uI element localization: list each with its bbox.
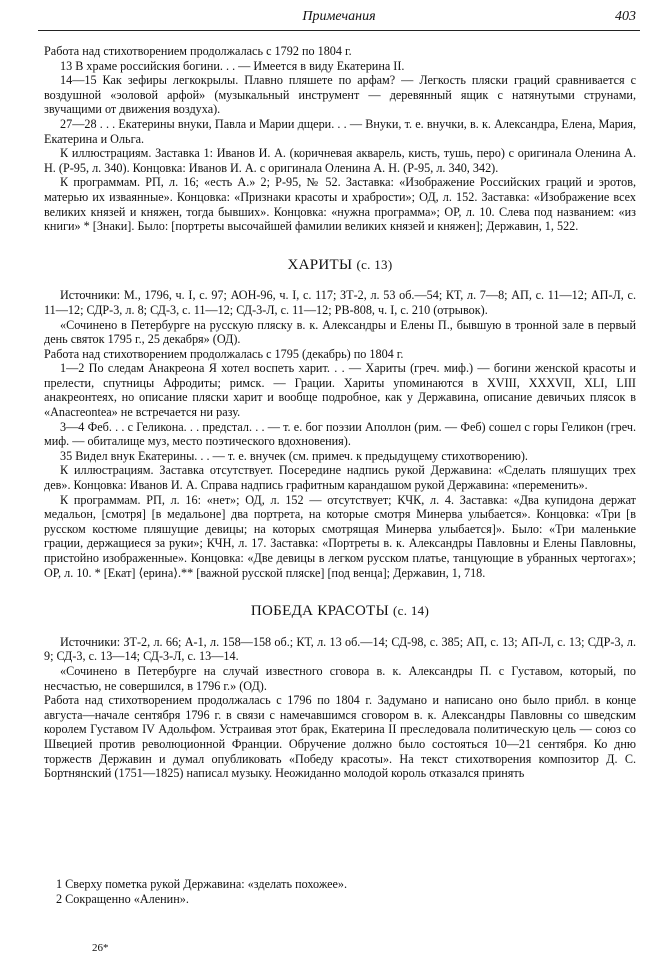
page-number: 403 (615, 9, 636, 24)
section-page-ref: (с. 13) (356, 256, 393, 272)
footnotes (56, 877, 628, 907)
header-title: Примечания (302, 9, 376, 24)
note-paragraph: 1—2 По следам Анакреона Я хотел воспеть харит. . . — Хариты (греч. миф.) — богини женской красоты и прелести, спутницы Афродиты; римск. — Грации. Хариты упоминаются в XVIII, XXXVII, XLI, LIII анакреонтеях, но описание пляски харит и вообще подробное, как у Державина, описание девичьих плясок в «Anacreontea» не встречается ни разу. (44, 361, 636, 420)
note-paragraph: 14—15 Как зефиры легкокрылы. Плавно пляшете по арфам? — Легкость пляски граций сравнивается с воздушной «эоловой арфой» (музыкальный инструмент — деревянный ящик с натянутыми струнами, звучащими от движения воздуха). (44, 73, 636, 117)
section-page-ref: (с. 14) (393, 603, 430, 619)
sources-paragraph: Источники: М., 1796, ч. I, с. 97; АОН-96, ч. I, с. 117; ЗТ-2, л. 53 об.—54; КТ, л. 7—8; АП, с. 11—12; АП-Л, с. 11—12; СДР-3, л. 8; СД-3, с. 11—12; СД-3-Л, с. 11—12; РВ-808, ч. I, с. 210 (отрывок). (44, 288, 636, 317)
main-text (44, 44, 636, 781)
section-title: ПОБЕДА КРАСОТЫ (250, 603, 389, 620)
paragraph: «Сочинено в Петербурге на случай известного сговора в. к. Александры П. с Густавом, который, по несчастью, не совершился, в 1796 г.» (ОД). (44, 663, 636, 693)
sources-paragraph: Источники: ЗТ-2, л. 66; А-1, л. 158—158 об.; КТ, л. 13 об.—14; СД-98, с. 385; АП, с. 13; АП-Л, с. 13; СДР-3, л. 9; СД-3, с. 13—14; СД-3-Л, с. 13—14. (44, 634, 636, 664)
note-paragraph: 35 Видел внук Екатерины. . . — т. е. внучек (см. примеч. к предыдущему стихотворению). (60, 448, 528, 463)
paragraph: Работа над стихотворением продолжалась с 1796 по 1804 г. Задумано и написано оно было прибл. в конце августа—начале сентября 1796 г. в связи с намечавшимся сговором в. к. Александры Павловны со шведским королем Густавом IV Адольфом. Устраивая этот брак, Екатерина II преследовала политическую цель — союз со Швецией против революционной Франции. Обручение должно было состояться 10—21 сентября. Ко дню торжеств Державин и думал опубликовать «Победу красоты». На текст стихотворения композитор Д. С. Бортнянский (1751—1825) написал музыку. Неожиданно молодой король отказался принять (44, 693, 636, 781)
signature-mark: 26* (92, 942, 109, 954)
section-heading-harity (44, 258, 636, 273)
note-paragraph: 3—4 Феб. . . с Геликона. . . предстал. . . — т. е. бог поэзии Аполлон (рим. — Феб) сошел с горы Геликон (греч. миф. — обиталище муз, место поэтического вдохновения). (44, 419, 636, 449)
footnote: 1 Сверху пометка рукой Державина: «зделать похожее». (56, 877, 348, 891)
paragraph: Работа над стихотворением продолжалась с 1792 по 1804 г. (44, 44, 352, 58)
section-title: ХАРИТЫ (287, 256, 353, 273)
illustrations-paragraph: К иллюстрациям. Заставка 1: Иванов И. А. (коричневая акварель, кисть, тушь, перо) с оригинала Оленина А. Н. (Р-95, л. 340). Концовка: Иванов И. А. с оригинала Оленина А. Н. (Р-95, л. 340, 342). (44, 146, 636, 175)
section-heading-pobeda-krasoty (44, 604, 636, 619)
programs-paragraph: К программам. РП, л. 16: «нет»; ОД, л. 152 — отсутствует; КЧК, л. 4. Заставка: «Два купидона держат медальон, [смотря] [в медальоне] два портрета, на которые смотря Минерва улыбается». Концовка: «Три [в русском костюме пляшущие девицы; на которых смотрящая Минерва улыбается]». Было: «Три маленькие грации, держащиеся за руки»; КЧН, л. 17. Заставка: «Портреты в. к. Александры Павловны и Елены Павловны, пристойно изображенные». Концовка: «Две девицы в легком русском платье, танцующие в убранных чертогах»; ОР, л. 10. * [Екат] ⟨ерина⟩.** [важной русской пляске] [под венца]; Державин, 1, 718. (44, 492, 636, 580)
note-paragraph: 27—28 . . . Екатерины внуки, Павла и Марии дщери. . . — Внуки, т. е. внучки, в. к. Александра, Елена, Мария, Екатерина и Ольга. (44, 116, 636, 146)
paragraph: «Сочинено в Петербурге на русскую пляску в. к. Александры и Елены П., бывшую в тронной зале в первый день святок 1795 г., 25 декабря» (ОД). (44, 317, 636, 347)
illustrations-paragraph: К иллюстрациям. Заставка отсутствует. Посередине надпись рукой Державина: «Сделать пляшущих трех дев». Концовка: Иванов И. А. Справа надпись графитным карандашом рукой Державина: «переменить». (44, 463, 636, 493)
running-header (38, 6, 640, 31)
programs-paragraph: К программам. РП, л. 16; «есть А.» 2; Р-95, № 52. Заставка: «Изображение Российских граций и эротов, матерью их изваянные». Концовка: «Признаки красоты и храбрости»; ОД, л. 152. Заставка: «Изображение всех великих князей и княжен, тогда бывших». Концовка: «нужна программа»; ОР, л. 10. Слева под названием: «из книги» * [Знаки]. Было: [портреты высочайшей фамилии великих князей и княжен]; Державин, 1, 522. (44, 175, 636, 234)
note-paragraph: 13 В храме российския богини. . . — Имеется в виду Екатерина II. (60, 58, 405, 73)
footnote: 2 Сокращенно «Аленин». (56, 892, 189, 906)
paragraph: Работа над стихотворением продолжалась с 1795 (декабрь) по 1804 г. (44, 346, 404, 361)
